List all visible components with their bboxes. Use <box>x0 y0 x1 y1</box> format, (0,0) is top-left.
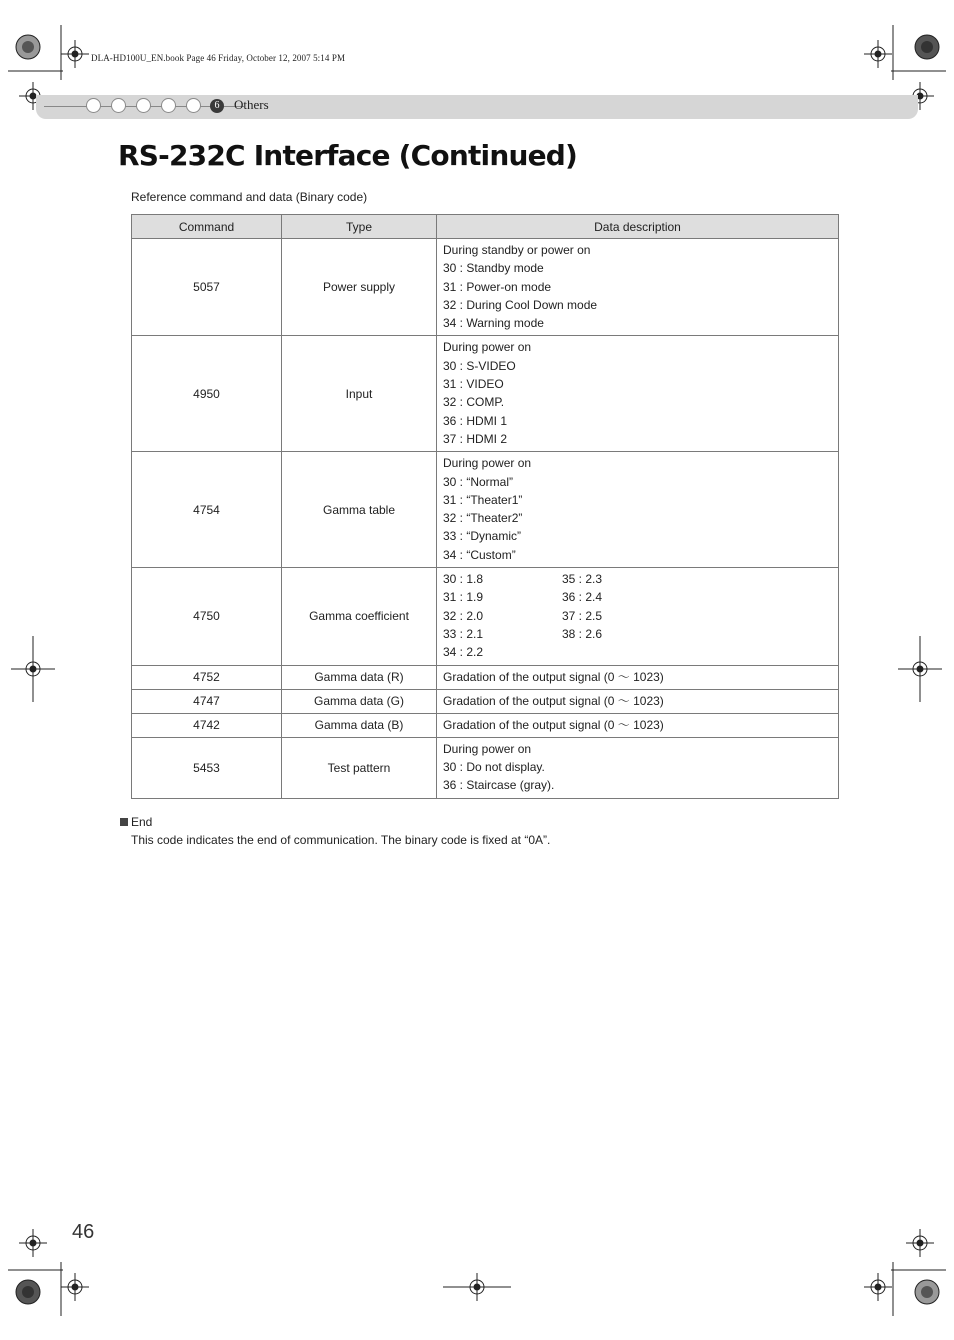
command-cell: 4754 <box>132 452 282 568</box>
end-section-heading <box>120 815 152 829</box>
table-header-row <box>132 215 839 239</box>
description-line: 36 : 2.4 <box>562 590 603 605</box>
description-line: 32 : 2.0 <box>443 608 484 623</box>
table-row <box>132 239 839 336</box>
description-line: 33 : “Dynamic” <box>443 529 522 544</box>
command-cell: 5057 <box>132 239 282 336</box>
type-cell: Test pattern <box>282 737 437 798</box>
description-line: 30 : 1.8 <box>443 572 484 587</box>
page-title: RS-232C Interface (Continued) <box>118 139 578 172</box>
command-cell: 4750 <box>132 568 282 665</box>
description-line: During power on <box>443 456 532 471</box>
description-line: During power on <box>443 741 532 756</box>
description-cell <box>437 568 839 665</box>
command-cell: 4950 <box>132 336 282 452</box>
reference-command-table <box>131 214 839 799</box>
gamma-coefficient-columns <box>443 570 832 661</box>
description-cell <box>437 689 839 713</box>
column-header-type: Type <box>282 215 437 239</box>
description-cell <box>437 336 839 452</box>
description-cell <box>437 239 839 336</box>
description-line: 30 : “Normal” <box>443 474 514 489</box>
chapter-step-circle <box>86 98 101 113</box>
table-caption: Reference command and data (Binary code) <box>131 190 368 204</box>
description-cell <box>437 737 839 798</box>
table-row <box>132 336 839 452</box>
chapter-step-circle <box>161 98 176 113</box>
description-line: 30 : Standby mode <box>443 261 544 276</box>
type-cell: Input <box>282 336 437 452</box>
description-line: 35 : 2.3 <box>562 572 603 587</box>
print-info-line: DLA-HD100U_EN.book Page 46 Friday, October 12, 2007 5:14 PM <box>91 53 346 63</box>
description-line: Gradation of the output signal (0 ～ 1023) <box>443 693 664 708</box>
command-cell: 4742 <box>132 713 282 737</box>
column-header-data-description: Data description <box>437 215 839 239</box>
table-row <box>132 737 839 798</box>
square-bullet-icon <box>120 818 128 826</box>
type-cell: Gamma coefficient <box>282 568 437 665</box>
chapter-step-circle <box>186 98 201 113</box>
description-line: 32 : COMP. <box>443 395 505 410</box>
description-line: 31 : VIDEO <box>443 377 504 392</box>
description-line: 30 : S-VIDEO <box>443 358 516 373</box>
description-line: 34 : 2.2 <box>443 645 484 660</box>
type-cell: Gamma data (R) <box>282 665 437 689</box>
description-line: 31 : Power-on mode <box>443 279 552 294</box>
description-line: 31 : 1.9 <box>443 590 484 605</box>
type-cell: Gamma data (B) <box>282 713 437 737</box>
section-label: Others <box>234 97 269 112</box>
description-line: Gradation of the output signal (0 ～ 1023) <box>443 717 664 732</box>
description-line: 36 : Staircase (gray). <box>443 778 555 793</box>
description-line: During power on <box>443 340 532 355</box>
type-cell: Gamma data (G) <box>282 689 437 713</box>
table-row <box>132 689 839 713</box>
command-cell: 4752 <box>132 665 282 689</box>
table-row <box>132 568 839 665</box>
description-line: 34 : “Custom” <box>443 547 516 562</box>
description-line: 37 : 2.5 <box>562 608 603 623</box>
chapter-step-circle <box>136 98 151 113</box>
description-line: 33 : 2.1 <box>443 626 484 641</box>
description-line: 38 : 2.6 <box>562 626 603 641</box>
description-line: 32 : During Cool Down mode <box>443 297 598 312</box>
description-line: 31 : “Theater1” <box>443 492 523 507</box>
description-cell <box>437 665 839 689</box>
page-number: 46 <box>72 1221 95 1243</box>
command-cell: 4747 <box>132 689 282 713</box>
description-line: 37 : HDMI 2 <box>443 431 508 446</box>
table-row <box>132 665 839 689</box>
description-line: 36 : HDMI 1 <box>443 413 508 428</box>
command-cell: 5453 <box>132 737 282 798</box>
type-cell: Gamma table <box>282 452 437 568</box>
column-header-command: Command <box>132 215 282 239</box>
end-heading-label: End <box>131 815 153 829</box>
description-line: During standby or power on <box>443 243 591 257</box>
chapter-number-badge: 6 <box>210 99 224 113</box>
description-cell <box>437 452 839 568</box>
table-row <box>132 452 839 568</box>
description-line: 30 : Do not display. <box>443 759 545 774</box>
chapter-step-circle <box>111 98 126 113</box>
description-line: 34 : Warning mode <box>443 316 544 331</box>
description-line: 32 : “Theater2” <box>443 511 523 526</box>
end-section-text: This code indicates the end of communication. The binary code is fixed at “0A”. <box>131 833 551 847</box>
type-cell: Power supply <box>282 239 437 336</box>
gamma-coefficient-right-column <box>562 570 681 661</box>
table-row <box>132 713 839 737</box>
description-line: Gradation of the output signal (0 ～ 1023) <box>443 669 664 684</box>
gamma-coefficient-left-column <box>443 570 562 661</box>
description-cell <box>437 713 839 737</box>
